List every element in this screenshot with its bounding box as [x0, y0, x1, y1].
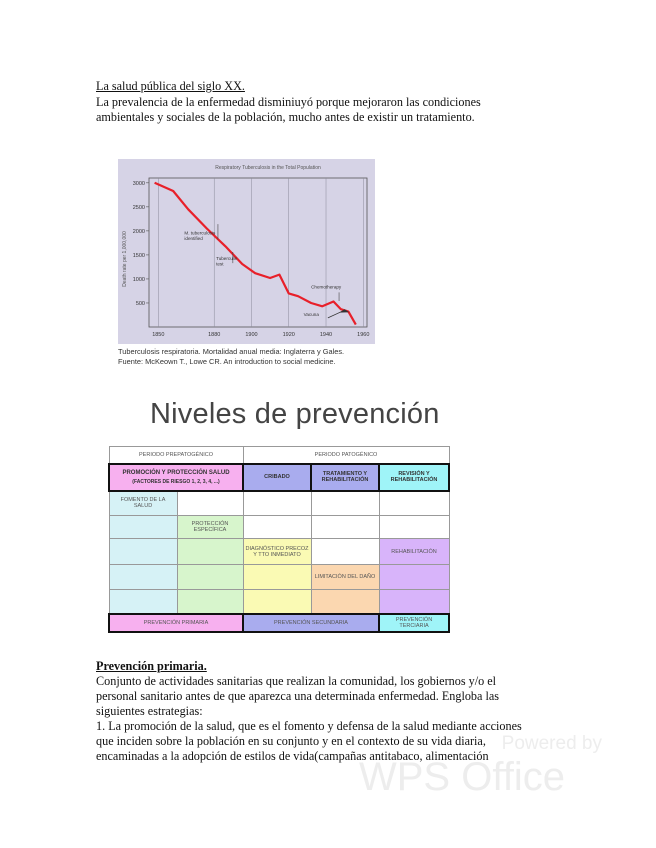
header-promocion: [109, 464, 243, 491]
y-tick-label: 3000: [132, 180, 145, 187]
table-cell: [379, 491, 449, 516]
table-cell: [109, 590, 177, 614]
cell-proteccion: PROTECCIÓN ESPECÍFICA: [177, 516, 243, 539]
table-cell: [177, 590, 243, 614]
x-tick-label: 1900: [245, 332, 258, 338]
table-cell: [109, 539, 177, 565]
table-cell: [177, 491, 243, 516]
chart-title: Respiratory Tuberculosis in the Total Population: [215, 165, 321, 171]
table-cell: [243, 516, 311, 539]
y-tick-label: 2500: [132, 204, 145, 211]
chart-ylabel: Death rate per 1,000,000: [122, 231, 128, 287]
table-row: [109, 464, 449, 491]
tuberculosis-chart: [118, 159, 375, 344]
table-cell: [109, 565, 177, 590]
body-text-line: personal sanitario antes de que aparezca una determinada enfermedad. Engloba las: [96, 689, 500, 703]
series-line: [155, 183, 356, 325]
table-cell: [243, 590, 311, 614]
table-cell: [379, 565, 449, 590]
y-tick-label: 500: [135, 300, 145, 307]
table-row: [109, 491, 449, 516]
cell-limitacion: LIMITACIÓN DEL DAÑO: [311, 565, 379, 590]
x-tick-label: 1880: [208, 332, 221, 338]
table-cell: [311, 590, 379, 614]
x-tick-label: 1940: [319, 332, 333, 338]
table-row: [109, 590, 449, 614]
annotation-tuberculin: Tuberculin test: [216, 256, 238, 267]
table-cell: [311, 516, 379, 539]
chart-caption-line: Tuberculosis respiratoria. Mortalidad anual media: Inglaterra y Gales.: [118, 347, 345, 356]
table-cell: [311, 539, 379, 565]
table-row: [109, 614, 449, 632]
table-row: [109, 516, 449, 539]
cell-diagnostico: DIAGNÓSTICO PRECOZ Y TTO INMEDIATO: [243, 539, 311, 565]
y-tick-label: 1000: [132, 276, 145, 283]
table-cell: [379, 590, 449, 614]
periodo-patogenico: PERIODO PATOGÉNICO: [243, 447, 449, 464]
chart-caption-source: Fuente: McKeown T., Lowe CR. An introduction to social medicine.: [118, 357, 336, 366]
footer-prevencion-primaria: PREVENCIÓN PRIMARIA: [109, 614, 243, 632]
body-text-line: encaminadas a la adopción de estilos de vida(campañas antitabaco, alimentación: [96, 749, 489, 763]
footer-prevencion-terciaria: PREVENCIÓN TERCIARIA: [379, 614, 449, 632]
table-cell: [109, 516, 177, 539]
intro-paragraph-line: ambientales y sociales de la población, mucho antes de existir un tratamiento.: [96, 110, 475, 124]
wps-watermark: [359, 733, 602, 799]
x-tick-label: 1850: [152, 332, 165, 338]
watermark-brand: WPS Office: [359, 755, 565, 799]
table-cell: [243, 491, 311, 516]
annotation-chemotherapy: Chemotherapy: [311, 284, 342, 290]
x-tick-label: 1920: [282, 332, 295, 338]
header-cribado: CRIBADO: [243, 464, 311, 491]
section-heading-prevencion-primaria: Prevención primaria.: [96, 659, 207, 673]
table-row: [109, 539, 449, 565]
table-row: [109, 447, 449, 464]
intro-paragraph-line: La prevalencia de la enfermedad disminiuyó porque mejoraron las condiciones: [96, 95, 481, 109]
prevention-levels-table: [108, 446, 450, 633]
table-cell: [379, 516, 449, 539]
y-tick-label: 2000: [132, 228, 145, 235]
y-tick-label: 1500: [132, 252, 145, 259]
body-text-line: que inciden sobre la población en su conjunto y en el contexto de su vida diaria,: [96, 734, 486, 748]
body-text-line: siguientes estrategias:: [96, 704, 203, 718]
watermark-powered-by: Powered by: [501, 733, 602, 754]
header-promocion-label: PROMOCIÓN Y PROTECCIÓN SALUD: [122, 469, 230, 476]
cell-fomento: FOMENTO DE LA SALUD: [109, 491, 177, 516]
niveles-title: Niveles de prevención: [150, 398, 440, 430]
periodo-prepatogenico: PERIODO PREPATOGÉNICO: [109, 447, 243, 464]
x-tick-label: 1960: [357, 332, 370, 338]
table-cell: [177, 539, 243, 565]
header-revision: REVISIÓN Y REHABILITACIÓN: [379, 464, 449, 491]
header-factores-label: (FACTORES DE RIESGO 1, 2, 3, 4, ...): [132, 478, 220, 485]
table-cell: [311, 491, 379, 516]
chart-svg: [118, 159, 375, 344]
annotation-tb-identified: M. tuberculosis identified: [184, 230, 216, 242]
table-row: [109, 565, 449, 590]
section-heading-salud-publica: La salud pública del siglo XX.: [96, 79, 245, 93]
header-tratamiento: TRATAMIENTO Y REHABILITACIÓN: [311, 464, 379, 491]
table-cell: [243, 565, 311, 590]
cell-rehabilitacion: REHABILITACIÓN: [379, 539, 449, 565]
table-cell: [177, 565, 243, 590]
footer-prevencion-secundaria: PREVENCIÓN SECUNDARIA: [243, 614, 379, 632]
annotation-vacuna: Vacuna: [303, 311, 319, 317]
body-text-line: 1. La promoción de la salud, que es el fomento y defensa de la salud mediante acciones: [96, 719, 522, 733]
body-text-line: Conjunto de actividades sanitarias que realizan la comunidad, los gobiernos y/o el: [96, 674, 497, 688]
